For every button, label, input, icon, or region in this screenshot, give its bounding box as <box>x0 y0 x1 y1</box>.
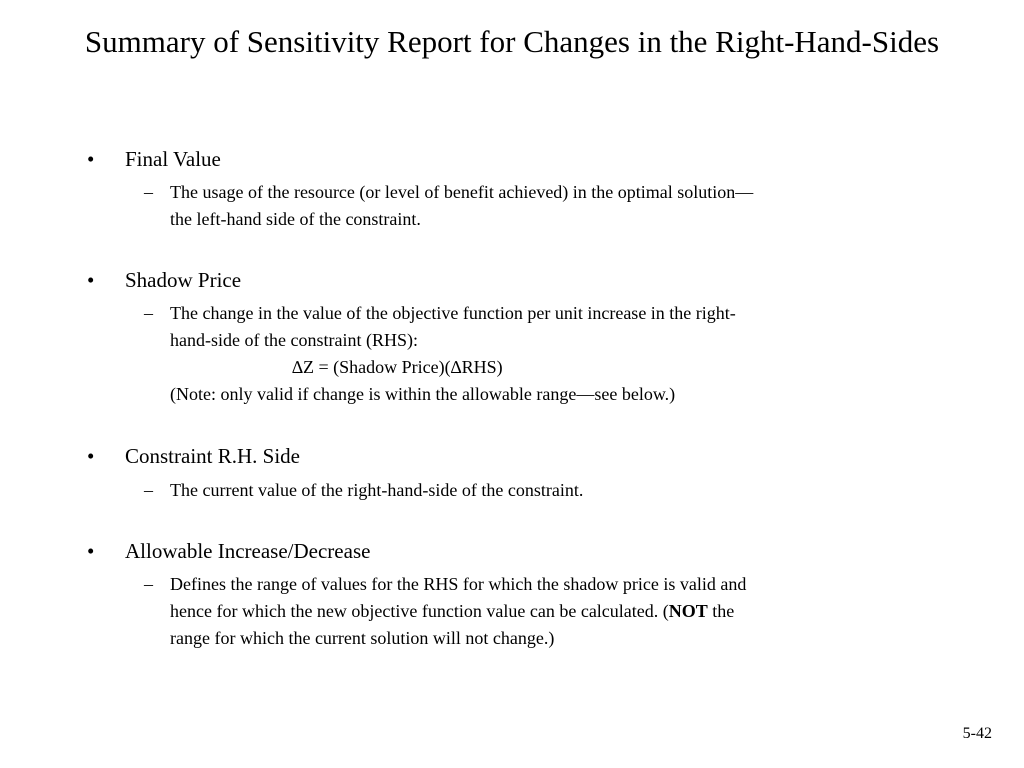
sub-point-line: hand-side of the constraint (RHS): <box>170 330 418 350</box>
dash-marker: – <box>144 574 153 594</box>
shadow-price-note: (Note: only valid if change is within the allowable range—see below.) <box>170 384 676 404</box>
bullet-label: Final Value <box>125 147 221 171</box>
dash-marker: – <box>144 480 153 500</box>
shadow-price-formula: ∆Z = (Shadow Price)(∆RHS) <box>292 357 503 377</box>
bullet-dot: • <box>87 268 95 292</box>
dash-marker: – <box>144 303 153 323</box>
sub-point-allowable-range <box>144 571 904 652</box>
sub-point-line: The usage of the resource (or level of benefit achieved) in the optimal solution— <box>170 182 754 202</box>
bullet-final-value <box>87 146 221 172</box>
sub-point-line: The current value of the right-hand-side of the constraint. <box>170 480 584 500</box>
bullet-dot: • <box>87 147 95 171</box>
bullet-dot: • <box>87 444 95 468</box>
bullet-dot: • <box>87 539 95 563</box>
sub-point-constraint-rh-side <box>144 477 904 504</box>
sub-point-line: The change in the value of the objective function per unit increase in the right- <box>170 303 736 323</box>
dash-marker: – <box>144 182 153 202</box>
sub-point-text: hence for which the new objective function value can be calculated. ( <box>170 601 669 621</box>
sub-point-line: the left-hand side of the constraint. <box>170 209 421 229</box>
sub-point-line <box>144 598 904 625</box>
bullet-allowable-increase-decrease <box>87 538 370 564</box>
slide-title: Summary of Sensitivity Report for Changes in the Right-Hand-Sides <box>84 24 940 59</box>
bullet-shadow-price <box>87 267 241 293</box>
sub-point-final-value <box>144 179 904 233</box>
sub-point-text: the <box>707 601 735 621</box>
page-number: 5-42 <box>962 725 992 742</box>
sub-point-shadow-price <box>144 300 904 408</box>
sub-point-line: range for which the current solution will not change.) <box>170 628 555 648</box>
bullet-constraint-rh-side <box>87 443 300 469</box>
bullet-label: Allowable Increase/Decrease <box>125 539 371 563</box>
bullet-label: Shadow Price <box>125 268 242 292</box>
sub-point-line: Defines the range of values for the RHS for which the shadow price is valid and <box>170 574 747 594</box>
emphasis-not: NOT <box>668 601 708 621</box>
bullet-label: Constraint R.H. Side <box>125 444 301 468</box>
